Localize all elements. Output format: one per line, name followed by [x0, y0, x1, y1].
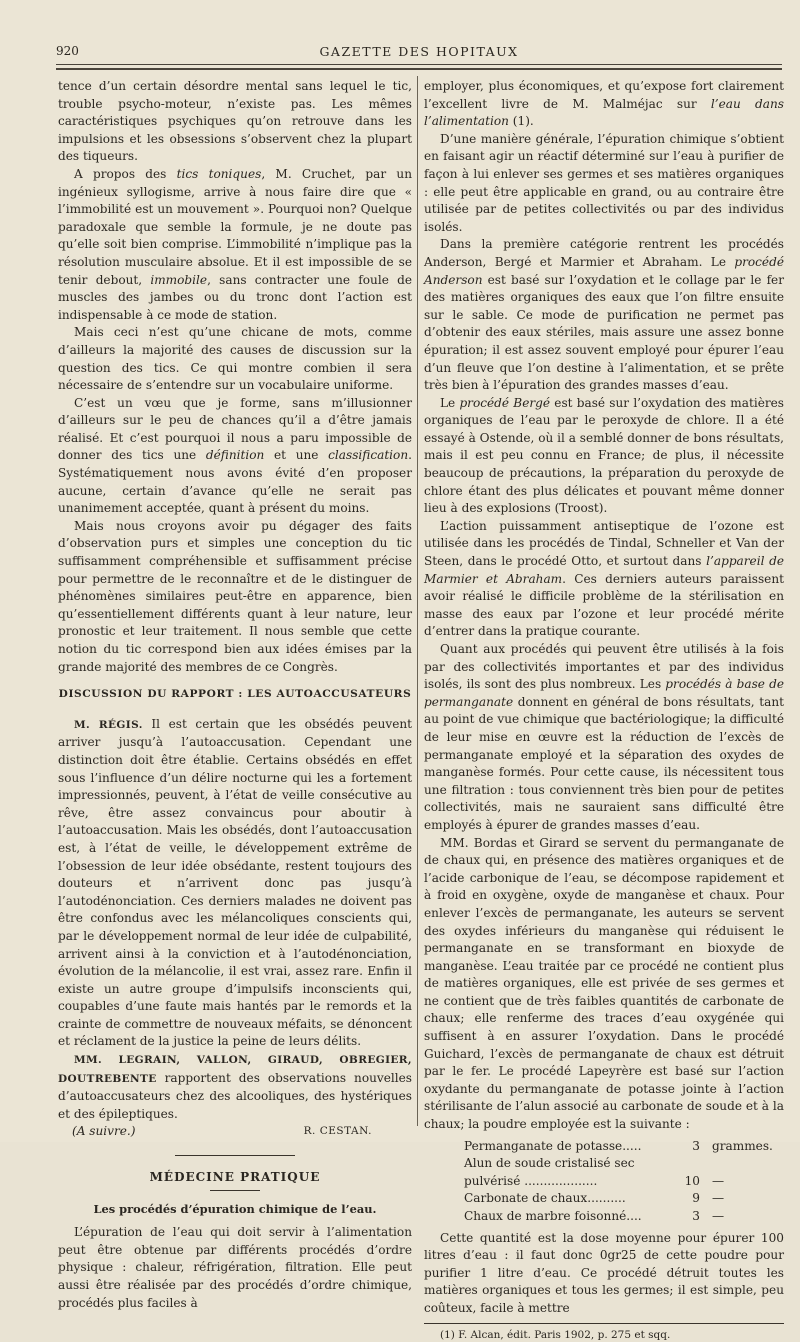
header-rule-thick [56, 68, 782, 70]
page-header [56, 44, 782, 62]
paragraph: L’action puissamment antiseptique de l’ozone est utilisée dans les procédés de Tindal, Schneller et Van der Steen, dans le procédé Otto, et surtout dans l’appareil de Marmier et Abraham. Ces derniers auteurs paraissent avoir réalisé le difficile problème de la stérilisation en masse des eaux par l’ozone et leur procédé mérite d’entrer dans la pratique courante. [424, 518, 784, 639]
paragraph: Cette quantité est la dose moyenne pour épurer 100 litres d’eau : il faut donc 0gr25 de cette poudre pour purifier 1 litre d’eau. Ce procédé détruit toutes les matières organiques et tous les germes; il est simple, peu coûteux, facile à mettre [424, 1230, 784, 1315]
to-be-continued: (A suivre.) [72, 1124, 136, 1139]
section-heading: DISCUSSION DU RAPPORT : LES AUTOACCUSATEURS [58, 688, 412, 701]
recipe-row: Permanganate de potasse..... 3 grammes. [464, 1138, 773, 1153]
recipe-row: pulvérisé ................... 10 — [464, 1173, 725, 1188]
left-column [58, 78, 412, 1312]
paragraph: employer, plus économiques, et qu’expose fort clairement l’excellent livre de M. Malméjac sur l’eau dans l’alimentation (1). [424, 79, 784, 129]
column-divider [417, 76, 418, 1126]
paragraph: MM. LEGRAIN, VALLON, GIRAUD, OBREGIER, DOUTREBENTE rapportent des observations nouvelles d’autoaccusateurs chez des alcooliques, des hystériques et des épileptiques. [58, 1054, 412, 1121]
page-number: 920 [56, 44, 79, 58]
paragraph: D’une manière générale, l’épuration chimique s’obtient en faisant agir un réactif déterminé sur l’eau à purifier de façon à lui enlever ses germes et ses matières organiques : elle peut être applicable en grand, ou au contraire être utilisée par de petites collectivités ou par des individus isolés. [424, 131, 784, 234]
paragraph: tence d’un certain désordre mental sans lequel le tic, trouble psycho-moteur, n’existe pas. Les mêmes caractéristiques psychiques qu’on retrouve dans les impulsions et les obsessions s’observent chez la plupart des tiqueurs. [58, 79, 412, 164]
paragraph: Dans la première catégorie rentrent les procédés Anderson, Bergé et Marmier et Abraham. Le procédé Anderson est basé sur l’oxydation et le collage par le fer des matières organiques des eaux que l’on filtre ensuite sur le sable. Ce mode de purification ne permet pas d’obtenir des eaux stériles, mais assure une assez bonne épuration; il est assez souvent employé pour épurer l’eau d’un fleuve que l’on destine à l’alimentation, et se prête très bien à l’épuration des grandes masses d’eau. [424, 237, 784, 393]
paragraph: Mais ceci n’est qu’une chicane de mots, comme d’ailleurs la majorité des causes de discussion sur la question des tics. Ce qui montre combien il sera nécessaire de s’entendre sur un vocabulaire uniforme. [58, 325, 412, 393]
rubric-title: MÉDECINE PRATIQUE [149, 1170, 321, 1185]
footnote: (1) F. Alcan, édit. Paris 1902, p. 275 et sqq. [440, 1328, 671, 1341]
recipe-row: Carbonate de chaux.......... 9 — [464, 1191, 725, 1206]
recipe-row: Chaux de marbre foisonné.... 3 — [464, 1209, 725, 1223]
article-title: Les procédés d’épuration chimique de l’eau. [93, 1201, 377, 1216]
paragraph: A propos des tics toniques, M. Cruchet, par un ingénieux syllogisme, arrive à nous faire dire que « l’immobilité est un mouvement ». Pourquoi non? Quelque paradoxale que semble la formule, je ne doute pas qu’elle soit bien comprise. L’immobilité n’implique pas la résolution musculaire absolue. Et il est impossible de se tenir debout, immobile, sans contracter une foule de muscles des jambes ou du tronc dont l’action est indispensable à ce mode de station. [58, 166, 412, 322]
paragraph: Le procédé Bergé est basé sur l’oxydation des matières organiques de l’eau par le peroxyde de chlore. Il a été essayé à Ostende, où il a semblé donner de bons résultats, mais il est peu connu en France; de plus, il nécessite beaucoup de précautions, la préparation du peroxyde de chlore étant des plus délicates et pouvant même donner lieu à des explosions (Troost). [424, 395, 785, 516]
paragraph: Quant aux procédés qui peuvent être utilisés à la fois par des collectivités importantes et par des individus isolés, ils sont des plus nombreux. Les procédés à base de permanganate donnent en général de bons résultats, tant au point de vue chimique que bactériologique; la difficulté de leur mise en œuvre est la réduction de l’excès de permanganate employé et la séparation des oxydes de manganèse formés. Pour cette cause, ils nécessitent tous une filtration : tous conviennent très bien pour de petites collectivités, mais ne sauraient sans difficulté être employés à épurer de grandes masses d’eau. [424, 642, 784, 832]
recipe-row: Alun de soude cristalisé sec [464, 1156, 635, 1171]
footnote-rule [424, 1323, 784, 1324]
separator-ornament [58, 1151, 412, 1161]
rubric-rule [210, 1190, 260, 1191]
paragraph: M. RÉGIS. Il est certain que les obsédés peuvent arriver jusqu’à l’autoaccusation. Cependant une distinction doit être établie. Certains obsédés en effet sous l’influence d’un délire nocturne qui les a fortement impressionnés, peuvent, à l’état de veille consécutive au rêve, être assez convaincus pour aboutir à l’autoaccusation. Mais les obsédés, dont l’autoaccusation est, à l’état de veille, le développement extrême de l’obsession de leur idée obsédante, restent toujours des douteurs et n’arrivent donc pas jusqu’à l’autodénonciation. Ces derniers malades ne doivent pas être confondus avec les mélancoliques conscients qui, par le développement normal de leur idée de culpabilité, arrivent ainsi à la conviction et à l’autodénonciation, évolution de la mélancolie, il est vrai, assez rare. Enfin il existe un autre groupe d’impulsifs inconscients qui, coupables d’une faute mais hantés par le remords et la crainte de commettre de nouveaux méfaits, se dénoncent et réclament de la justice la peine de leurs délits. [58, 716, 412, 1049]
paragraph: Mais nous croyons avoir pu dégager des faits d’observation purs et simples une conception du tic suffisamment compréhensible et suffisamment précise pour permettre de le reconnaître et de le distinguer de phénomènes similaires peut-être en apparence, bien qu’essentiellement différents quant à leur nature, leur pronostic et leur traitement. Il nous semble que cette notion du tic correspond bien aux idées émises par la grande majorité des membres de ce Congrès. [58, 518, 412, 674]
article-credit [58, 1123, 412, 1141]
header-rule-thin [56, 64, 782, 65]
paragraph: C’est un vœu que je forme, sans m’illusionner d’ailleurs sur le peu de chances qu’il a d’être jamais réalisé. Et c’est pourquoi il nous a paru impossible de donner des tics une définition et une classification. Systématiquement nous avons évité d’en proposer aucune, certain d’avance qu’elle ne serait pas unanimement acceptée, quant à présent du moins. [58, 395, 412, 516]
right-column [424, 78, 784, 1342]
paragraph: MM. Bordas et Girard se servent du permanganate de de chaux qui, en présence des matières organiques et de l’acide carbonique de l’eau, se décompose rapidement et à froid en oxygène, oxyde de manganèse et chaux. Pour enlever l’excès de permanganate, les auteurs se servent des oxydes inférieurs du manganèse qui réduisent le permanganate en se transformant en bioxyde de manganèse. L’eau traitée par ce procédé ne contient plus de matières organiques, elle est privée de ses germes et ne contient que de très faibles quantités de carbonate de chaux; elle renferme des traces d’eau oxygénée qui suffisent à en assurer l’oxydation. Dans le procédé Guichard, l’excès de permanganate de chaux est détruit par le fer. Le procédé Lapeyrère est basé sur l’action oxydante du permanganate de potasse jointe à l’action stérilisante de l’alun associé au carbonate de soude et à la chaux; la poudre employée est la suivante : [424, 835, 784, 1132]
journal-title: GAZETTE DES HOPITAUX [319, 44, 519, 59]
paragraph: L’épuration de l’eau qui doit servir à l’alimentation peut être obtenue par différents procédés d’ordre physique : chaleur, réfrigération, filtration. Elle peut aussi être réalisée par des procédés d’ordre chimique, procédés plus faciles à [58, 1225, 412, 1310]
author-signature: R. CESTAN. [303, 1125, 372, 1138]
recipe-table [464, 1138, 784, 1226]
